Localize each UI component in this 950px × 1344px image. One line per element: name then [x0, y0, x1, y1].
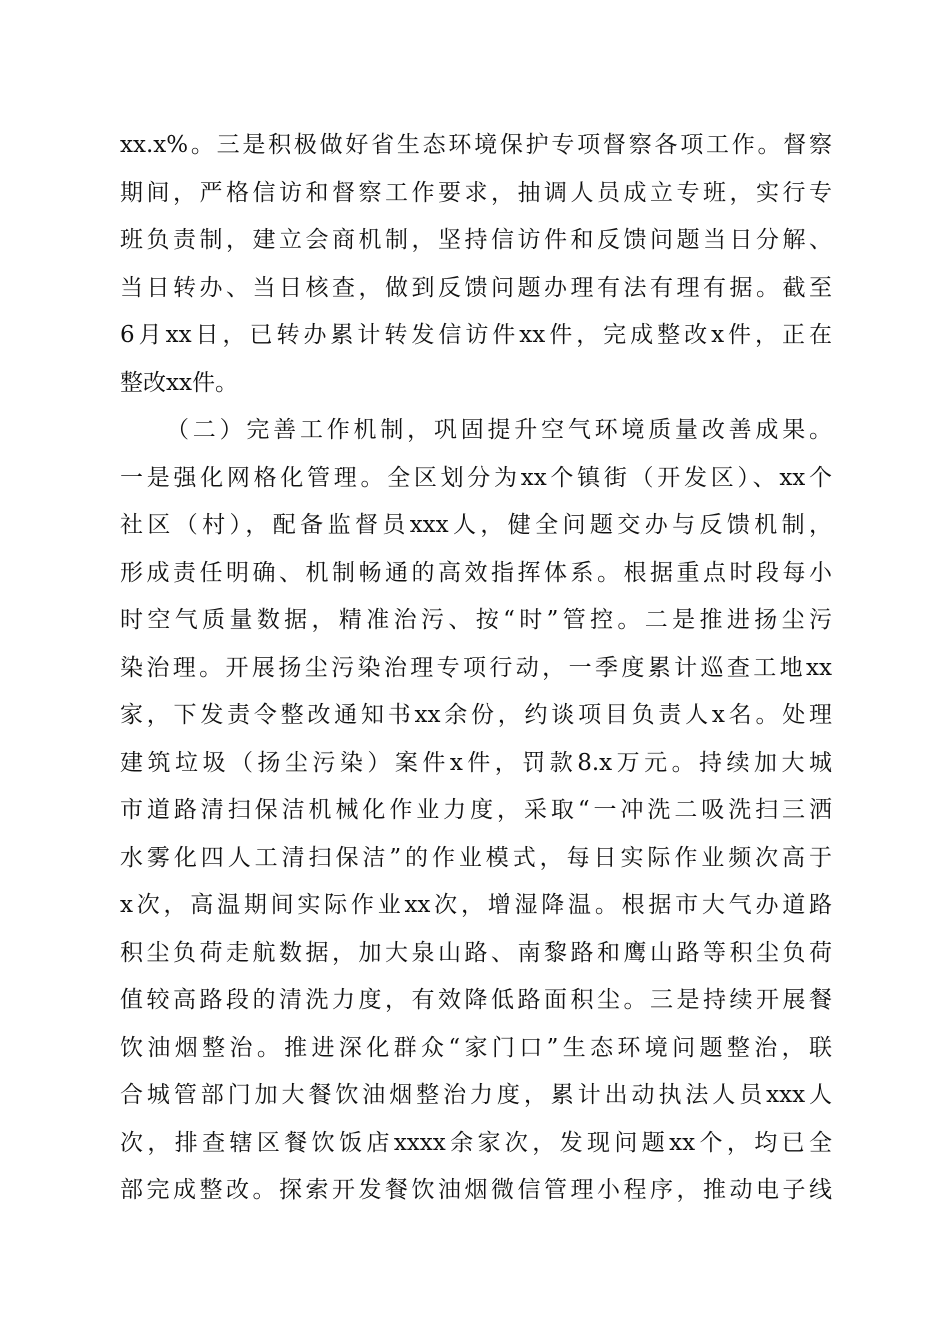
text-line: 期间，严格信访和督察工作要求，抽调人员成立专班，实行专: [120, 179, 832, 206]
text-line: 部完成整改。探索开发餐饮油烟微信管理小程序，推动电子线: [120, 1177, 832, 1203]
paragraph-supervision: [120, 122, 832, 407]
text-line: 社区（村），配备监督员xxx人，健全问题交办与反馈机制，: [120, 512, 832, 538]
text-line: 家，下发责令整改通知书xx余份，约谈项目负责人x名。处理: [120, 702, 832, 728]
text-line: 形成责任明确、机制畅通的高效指挥体系。根据重点时段每小: [120, 559, 832, 586]
text-line: 当日转办、当日核查，做到反馈问题办理有法有理有据。截至: [120, 274, 832, 301]
text-line: 一是强化网格化管理。全区划分为xx个镇街（开发区）、xx个: [120, 464, 832, 491]
text-line: 市道路清扫保洁机械化作业力度，采取“一冲洗二吸洗扫三洒: [120, 797, 832, 823]
text-line: x次，高温期间实际作业xx次，增湿降温。根据市大气办道路: [120, 892, 832, 918]
section-heading: （二）完善工作机制，巩固提升空气环境质量改善成果。: [166, 417, 832, 443]
text-line: 6月xx日，已转办累计转发信访件xx件，完成整改x件，正在: [120, 322, 832, 348]
text-line: 班负责制，建立会商机制，坚持信访件和反馈问题当日分解、: [120, 227, 832, 253]
text-line: 水雾化四人工清扫保洁”的作业模式，每日实际作业频次高于: [120, 844, 832, 871]
text-line: 时空气质量数据，精准治污、按“时”管控。二是推进扬尘污: [120, 607, 832, 633]
text-line: xx.x%。三是积极做好省生态环境保护专项督察各项工作。督察: [120, 132, 832, 158]
text-line: 建筑垃圾（扬尘污染）案件x件，罚款8.x万元。持续加大城: [120, 749, 832, 776]
text-line: 积尘负荷走航数据，加大泉山路、南黎路和鹰山路等积尘负荷: [120, 939, 832, 966]
text-line: 整改xx件。: [120, 369, 238, 396]
paragraph-air-quality: [120, 407, 832, 1215]
text-line: 合城管部门加大餐饮油烟整治力度，累计出动执法人员xxx人: [120, 1082, 832, 1108]
text-line: 次，排查辖区餐饮饭店xxxx余家次，发现问题xx个，均已全: [120, 1129, 832, 1156]
text-line: 饮油烟整治。推进深化群众“家门口”生态环境问题整治，联: [120, 1034, 832, 1061]
text-line: 染治理。开展扬尘污染治理专项行动，一季度累计巡查工地xx: [120, 654, 832, 681]
document-body: [120, 122, 832, 1215]
text-line: 值较高路段的清洗力度，有效降低路面积尘。三是持续开展餐: [120, 987, 832, 1013]
